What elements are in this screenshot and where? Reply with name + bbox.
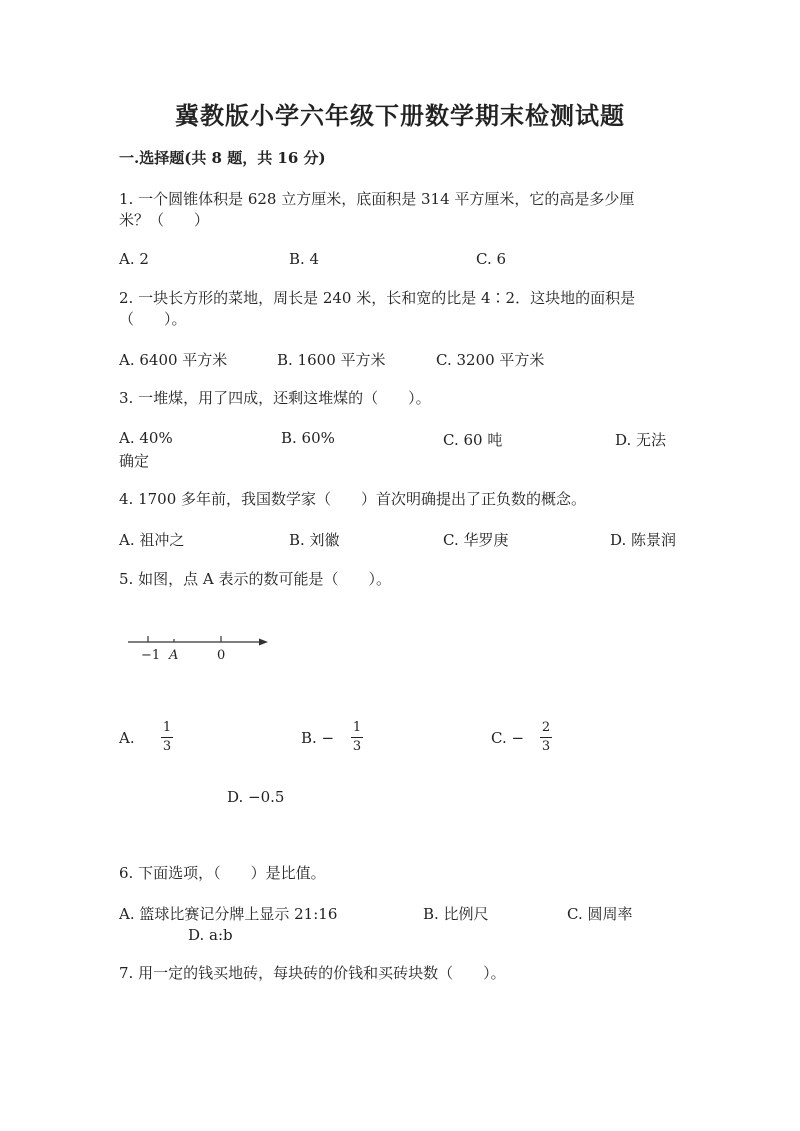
fraction-numerator: 2 (541, 720, 551, 735)
label-point-a: A (169, 648, 179, 663)
option-b: B. 4 (289, 250, 320, 268)
fraction-denominator: 3 (541, 739, 551, 754)
option-d: D. 陈景润 (610, 531, 677, 549)
option-b: B. 比例尺 (423, 905, 489, 923)
fraction-denominator: 3 (162, 739, 172, 754)
option-b: B. 60% (281, 429, 335, 447)
option-d: D. a:b (188, 926, 233, 944)
option-b-prefix: B. − (301, 729, 335, 747)
question-text-line: 5. 如图，点 A 表示的数可能是（ ）。 (119, 570, 391, 588)
page-title: 冀教版小学六年级下册数学期末检测试题 (175, 101, 625, 130)
option-b-fraction (350, 721, 364, 754)
fraction-bar (351, 737, 363, 738)
option-a: A. 祖冲之 (119, 531, 185, 549)
question-text-line: 4. 1700 多年前，我国数学家（ ）首次明确提出了正负数的概念。 (119, 490, 587, 508)
option-a: A. 篮球比赛记分牌上显示 21:16 (119, 905, 338, 923)
option-a: A. 2 (119, 250, 149, 268)
question-text-line: 6. 下面选项，（ ）是比值。 (119, 864, 326, 882)
option-c-prefix: C. − (491, 729, 525, 747)
option-a: A. 6400 平方米 (119, 351, 228, 369)
option-b: B. 刘徽 (289, 531, 340, 549)
fraction-numerator: 1 (162, 720, 172, 735)
question-text-line: 3. 一堆煤，用了四成，还剩这堆煤的（ ）。 (119, 389, 431, 407)
option-c: C. 华罗庚 (443, 531, 509, 549)
option-a: A. 40% (119, 429, 173, 447)
option-c: C. 3200 平方米 (436, 351, 545, 369)
number-line-arrow (259, 639, 268, 646)
question-text-line: 1. 一个圆锥体积是 628 立方厘米，底面积是 314 平方厘米，它的高是多少厘 (119, 190, 635, 208)
fraction-denominator: 3 (352, 739, 362, 754)
option-c: C. 圆周率 (567, 905, 633, 923)
section-heading: 一.选择题(共 8 题，共 16 分) (119, 149, 326, 167)
option-d: D. −0.5 (227, 788, 285, 806)
option-c: C. 6 (476, 250, 507, 268)
question-text-line: 2. 一块长方形的菜地，周长是 240 米，长和宽的比是 4∶2．这块地的面积是 (119, 289, 636, 307)
label-zero: 0 (217, 648, 226, 663)
option-d-wrap: 确定 (119, 452, 150, 470)
fraction-bar (540, 737, 552, 738)
fraction-bar (161, 737, 173, 738)
question-text-line: 7. 用一定的钱买地砖，每块砖的价钱和买砖块数（ ）。 (119, 964, 506, 982)
option-a-fraction (160, 721, 174, 754)
option-b: B. 1600 平方米 (277, 351, 386, 369)
fraction-numerator: 1 (352, 720, 362, 735)
option-a-prefix: A. (119, 729, 135, 747)
question-text-line: （ ）。 (119, 310, 187, 328)
option-c-fraction (539, 721, 553, 754)
question-text-line: 米？（ ） (119, 211, 210, 229)
number-line-figure (120, 630, 280, 666)
option-d: D. 无法 (615, 431, 667, 449)
label-minus-one: −1 (141, 648, 161, 663)
option-c: C. 60 吨 (443, 431, 503, 449)
